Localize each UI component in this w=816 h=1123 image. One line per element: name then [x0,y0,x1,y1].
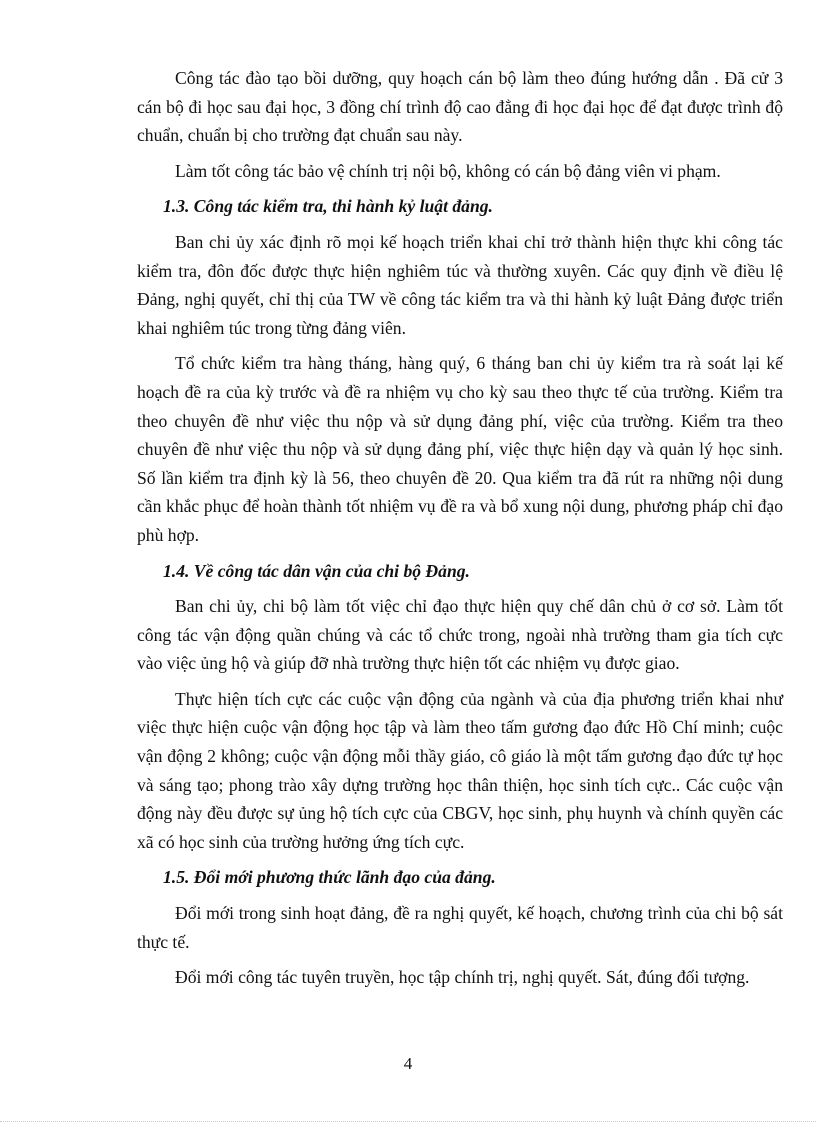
paragraph-campaigns: Thực hiện tích cực các cuộc vận động của ngành và của địa phương triển khai như việc thực hiện cuộc vận động học tập và làm theo tấm gương đạo đức Hồ Chí minh; cuộc vận động 2 không; cuộc vận động mỗi thầy giáo, cô giáo là một tấm gương đạo đức tự học và sáng tạo; phong trào xây dựng trường học thân thiện, học sinh tích cực.. Các cuộc vận động này đều được sự ủng hộ tích cực của CBGV, học sinh, phụ huynh và chính quyền các xã có học sinh của trường hưởng ứng tích cực. [137,688,783,852]
heading-section-1-4: 1.4. Về công tác dân vận của chi bộ Đảng. [163,560,470,581]
heading-section-1-5: 1.5. Đổi mới phương thức lãnh đạo của đảng. [163,867,496,888]
paragraph-political-protection: Làm tốt công tác bảo vệ chính trị nội bộ, không có cán bộ đảng viên vi phạm. [175,160,721,181]
paragraph-party-activities: Đổi mới trong sinh hoạt đảng, đề ra nghị quyết, kế hoạch, chương trình của chi bộ sát thực tế. [137,903,783,952]
page-bottom-divider [0,1121,816,1122]
paragraph-training-planning: Công tác đào tạo bồi dưỡng, quy hoạch cán bộ làm theo đúng hướng dẫn . Đã cử 3 cán bộ đi học sau đại học, 3 đồng chí trình độ cao đẳng đi học đại học để đạt được trình độ chuẩn, chuẩn bị cho trường đạt chuẩn sau này. [137,68,783,146]
page-number: 4 [403,1054,413,1073]
page-body [137,64,783,992]
paragraph-inspection-schedule: Tổ chức kiểm tra hàng tháng, hàng quý, 6 tháng ban chi ủy kiểm tra rà soát lại kế hoạch đề ra của kỳ trước và đề ra nhiệm vụ cho kỳ sau theo thực tế của trường. Kiểm tra theo chuyên đề như việc thu nộp và sử dụng đảng phí, việc của trường. Kiểm tra theo chuyên đề như việc thu nộp và sử dụng đảng phí, việc thực hiện dạy và quản lý học sinh. Số lần kiểm tra định kỳ là 56, theo chuyên đề 20. Qua kiểm tra đã rút ra những nội dung cần khắc phục để hoàn thành tốt nhiệm vụ đề ra và bổ xung nội dung, phương pháp chỉ đạo phù hợp. [137,353,783,545]
paragraph-propaganda: Đổi mới công tác tuyên truyền, học tập chính trị, nghị quyết. Sát, đúng đối tượng. [175,967,750,988]
heading-section-1-3: 1.3. Công tác kiểm tra, thi hành kỷ luật đảng. [163,196,493,217]
paragraph-inspection-plan: Ban chi ủy xác định rõ mọi kế hoạch triển khai chỉ trở thành hiện thực khi công tác kiểm tra, đôn đốc được thực hiện nghiêm túc và thường xuyên. Các quy định về điều lệ Đảng, nghị quyết, chỉ thị của TW về công tác kiểm tra và thi hành kỷ luật Đảng được triển khai nghiêm túc trong từng đảng viên. [137,231,783,338]
paragraph-democracy-regulation: Ban chi ủy, chi bộ làm tốt việc chỉ đạo thực hiện quy chế dân chủ ở cơ sở. Làm tốt công tác vận động quần chúng và các tổ chức trong, ngoài nhà trường tham gia tích cực vào việc ủng hộ và giúp đỡ nhà trường thực hiện tốt các nhiệm vụ được giao. [137,596,783,674]
